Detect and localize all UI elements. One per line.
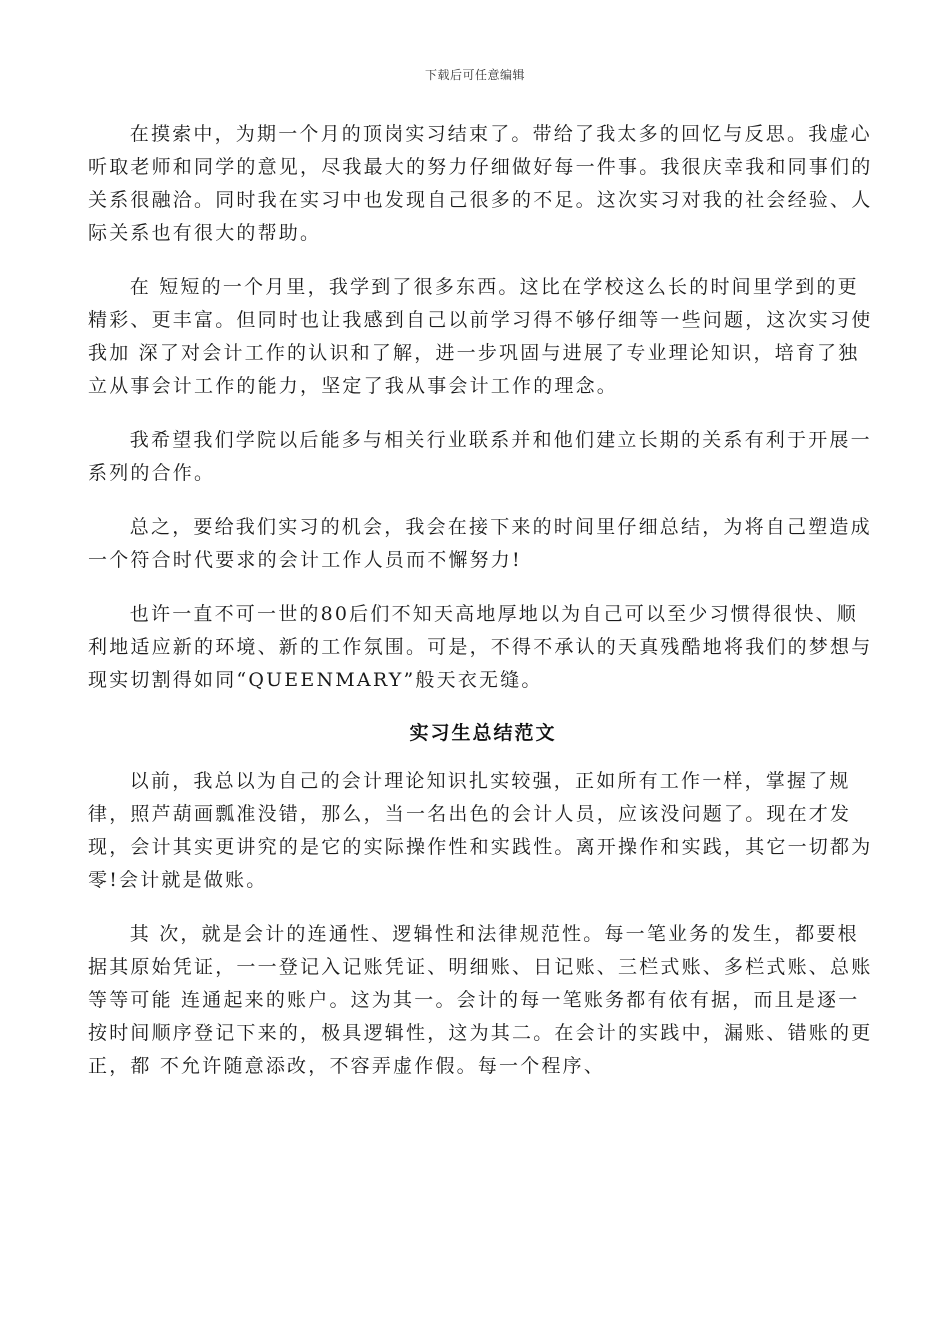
paragraph: 也许一直不可一世的80后们不知天高地厚地以为自己可以至少习惯得很快、顺利地适应新的环境、新的工作氛围。可是，不得不承认的天真残酷地将我们的梦想与现实切割得如同“QUEENMARY”般天衣无缝。 <box>88 603 873 691</box>
paragraph: 其 次，就是会计的连通性、逻辑性和法律规范性。每一笔业务的发生，都要根据其原始凭证，一一登记入记账凭证、明细账、日记账、三栏式账、多栏式账、总账等等可能 连通起来的账户。这为其一。会计的每一笔账务都有依有据，而且是逐一按时间顺序登记下来的，极具逻辑性，这为其二。在会计的实践中，漏账、错账的更正，都 不允许随意添改，不容弄虚作假。每一个程序、 <box>88 923 873 1077</box>
document-body <box>88 118 878 1104</box>
paragraph: 在摸索中，为期一个月的顶岗实习结束了。带给了我太多的回忆与反思。我虚心听取老师和同学的意见，尽我最大的努力仔细做好每一件事。我很庆幸我和同事们的关系很融洽。同时我在实习中也发现自己很多的不足。这次实习对我的社会经验、人际关系也有很大的帮助。 <box>88 123 873 244</box>
paragraph: 以前，我总以为自己的会计理论知识扎实较强，正如所有工作一样，掌握了规律，照芦葫画瓢准没错，那么，当一名出色的会计人员，应该没问题了。现在才发现，会计其实更讲究的是它的实际操作性和实践性。离开操作和实践，其它一切都为零!会计就是做账。 <box>88 770 873 891</box>
paragraph: 在 短短的一个月里，我学到了很多东西。这比在学校这么长的时间里学到的更精彩、更丰富。但同时也让我感到自己以前学习得不够仔细等一些问题，这次实习使我加 深了对会计工作的认识和了解，进一步巩固与进展了专业理论知识，培育了独立从事会计工作的能力，坚定了我从事会计工作的理念。 <box>88 276 873 397</box>
page-header-note: 下载后可任意编辑 <box>424 68 525 82</box>
paragraph: 我希望我们学院以后能多与相关行业联系并和他们建立长期的关系有利于开展一系列的合作。 <box>88 429 872 484</box>
section-title: 实习生总结范文 <box>409 722 557 744</box>
paragraph: 总之，要给我们实习的机会，我会在接下来的时间里仔细总结，为将自己塑造成一个符合时代要求的会计工作人员而不懈努力! <box>88 516 872 571</box>
